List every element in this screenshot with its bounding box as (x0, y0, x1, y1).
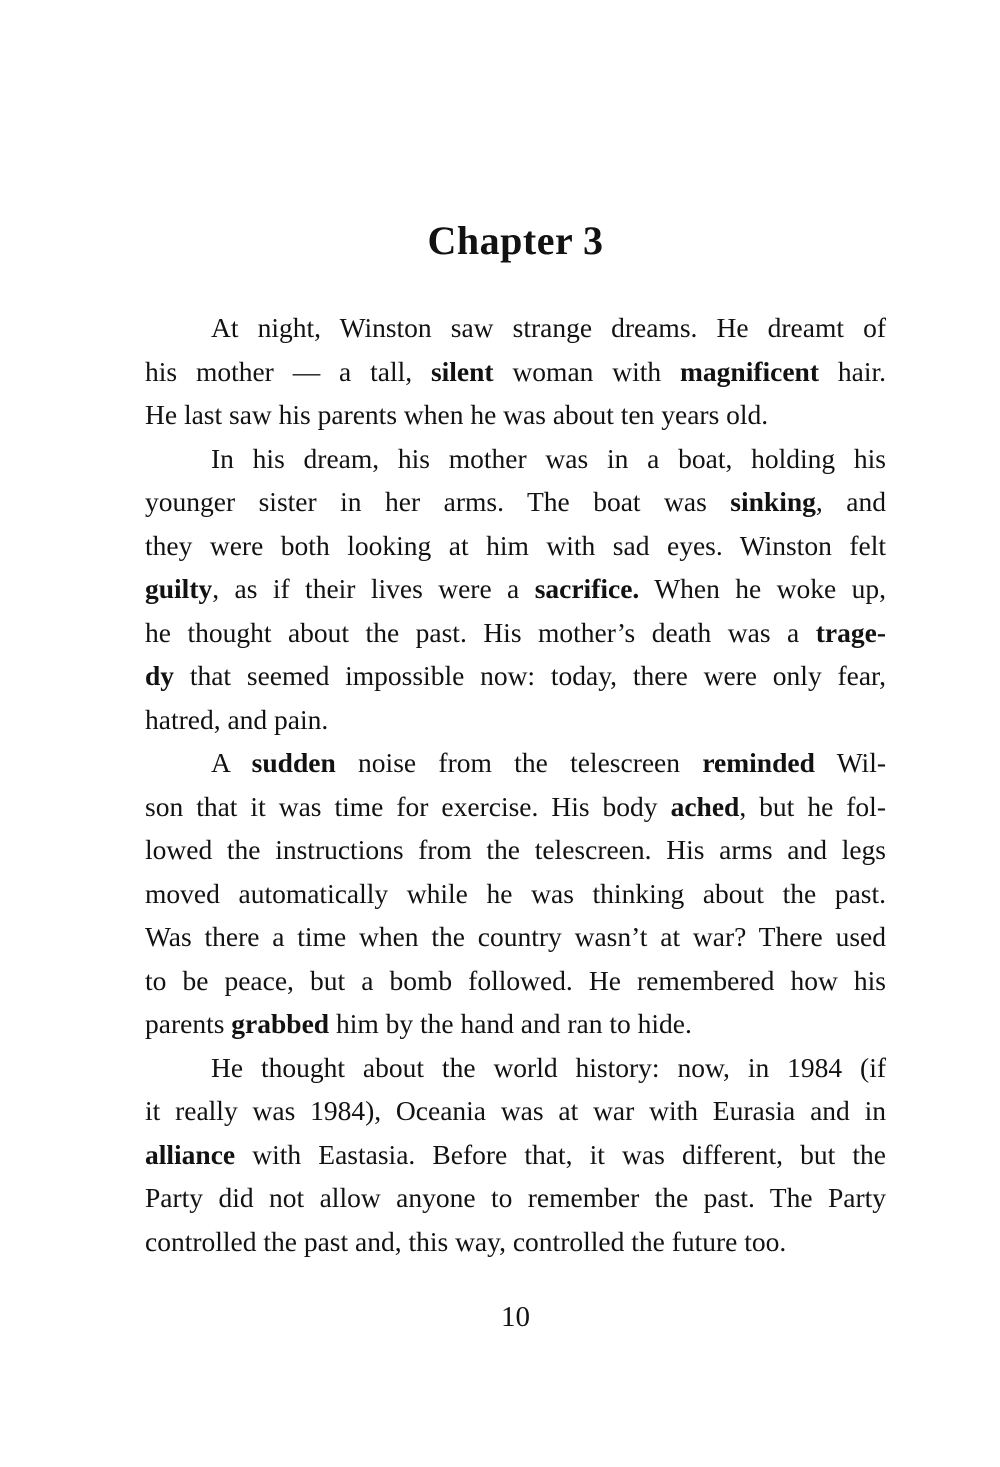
text-line (145, 480, 886, 524)
bold-text-segment: sinking (730, 486, 816, 517)
text-line (145, 1046, 886, 1090)
text-line (145, 915, 886, 959)
text-segment: At night, Winston saw strange dreams. He dreamt of (211, 312, 886, 343)
bold-text-segment: reminded (702, 747, 815, 778)
chapter-title: Chapter 3 (427, 218, 604, 263)
text-segment: younger sister in her arms. The boat was (145, 486, 731, 517)
text-segment: hair. (819, 355, 886, 387)
text-segment: controlled the past and, this way, controlled the future too. (145, 1225, 787, 1257)
text-segment: Was there a time when the country wasn’t at war? There used (145, 921, 886, 952)
text-segment: they were both looking at him with sad eyes. Winston felt (145, 529, 886, 561)
text-line (145, 741, 886, 785)
text-line (145, 828, 886, 872)
text-line (145, 350, 886, 394)
text-line (145, 524, 886, 568)
text-segment: him by the hand and ran to hide. (329, 1008, 692, 1039)
bold-text-segment: sudden (251, 747, 336, 778)
text-line (145, 567, 886, 611)
text-segment: A (211, 747, 252, 778)
text-line (145, 1220, 886, 1264)
text-segment: , and (815, 486, 886, 517)
text-line (145, 785, 886, 829)
text-line (145, 306, 886, 350)
paragraph (145, 437, 886, 742)
text-line (145, 393, 886, 437)
text-segment: He thought about the world history: now, in 1984 (if (211, 1051, 886, 1083)
text-line (145, 698, 886, 742)
text-segment: it really was 1984), Oceania was at war with Eurasia and in (145, 1095, 886, 1126)
text-segment: to be peace, but a bomb followed. He remembered how his (145, 964, 886, 996)
text-line (145, 1089, 886, 1133)
text-block (145, 306, 886, 1263)
paragraph (145, 306, 886, 437)
bold-text-segment: dy (145, 660, 175, 691)
text-segment: lowed the instructions from the telescreen. His arms and legs (145, 834, 886, 865)
text-segment: moved automatically while he was thinking about the past. (145, 877, 886, 909)
text-segment: with Eastasia. Before that, it was different, but the (235, 1138, 886, 1170)
paragraph (145, 741, 886, 1046)
bold-text-segment: sacrifice. (534, 573, 640, 604)
text-segment: , as if their lives were a (212, 573, 535, 604)
text-line (145, 437, 886, 481)
text-segment: noise from the telescreen (335, 747, 703, 778)
page-number: 10 (501, 1301, 530, 1333)
text-segment: Party did not allow anyone to remember the past. The Party (145, 1182, 886, 1213)
text-line (145, 654, 886, 698)
text-segment: he thought about the past. His mother’s death was a (145, 616, 816, 648)
text-line (145, 611, 886, 655)
text-line (145, 1176, 886, 1220)
bold-text-segment: grabbed (231, 1008, 330, 1039)
bold-text-segment: silent (430, 355, 494, 387)
bold-text-segment: guilty (145, 573, 213, 604)
bold-text-segment: magnificent (680, 355, 820, 387)
text-segment: He last saw his parents when he was about ten years old. (145, 399, 769, 430)
text-line (145, 959, 886, 1003)
bold-text-segment: ached (670, 790, 740, 822)
text-line (145, 1133, 886, 1177)
bold-text-segment: trage- (815, 616, 886, 648)
text-line (145, 872, 886, 916)
paragraph (145, 1046, 886, 1264)
text-segment: that seemed impossible now: today, there were only fear, (174, 660, 886, 691)
text-segment: hatred, and pain. (145, 703, 329, 735)
text-segment: son that it was time for exercise. His body (145, 790, 671, 822)
text-segment: Wil- (814, 747, 886, 778)
text-segment: When he woke up, (639, 573, 886, 604)
text-segment: his mother — a tall, (145, 355, 431, 387)
bold-text-segment: alliance (145, 1138, 236, 1170)
text-line (145, 1002, 886, 1046)
text-segment: In his dream, his mother was in a boat, holding his (211, 442, 886, 474)
text-segment: woman with (493, 355, 680, 387)
text-segment: , but he fol- (739, 790, 886, 822)
text-segment: parents (145, 1008, 232, 1039)
